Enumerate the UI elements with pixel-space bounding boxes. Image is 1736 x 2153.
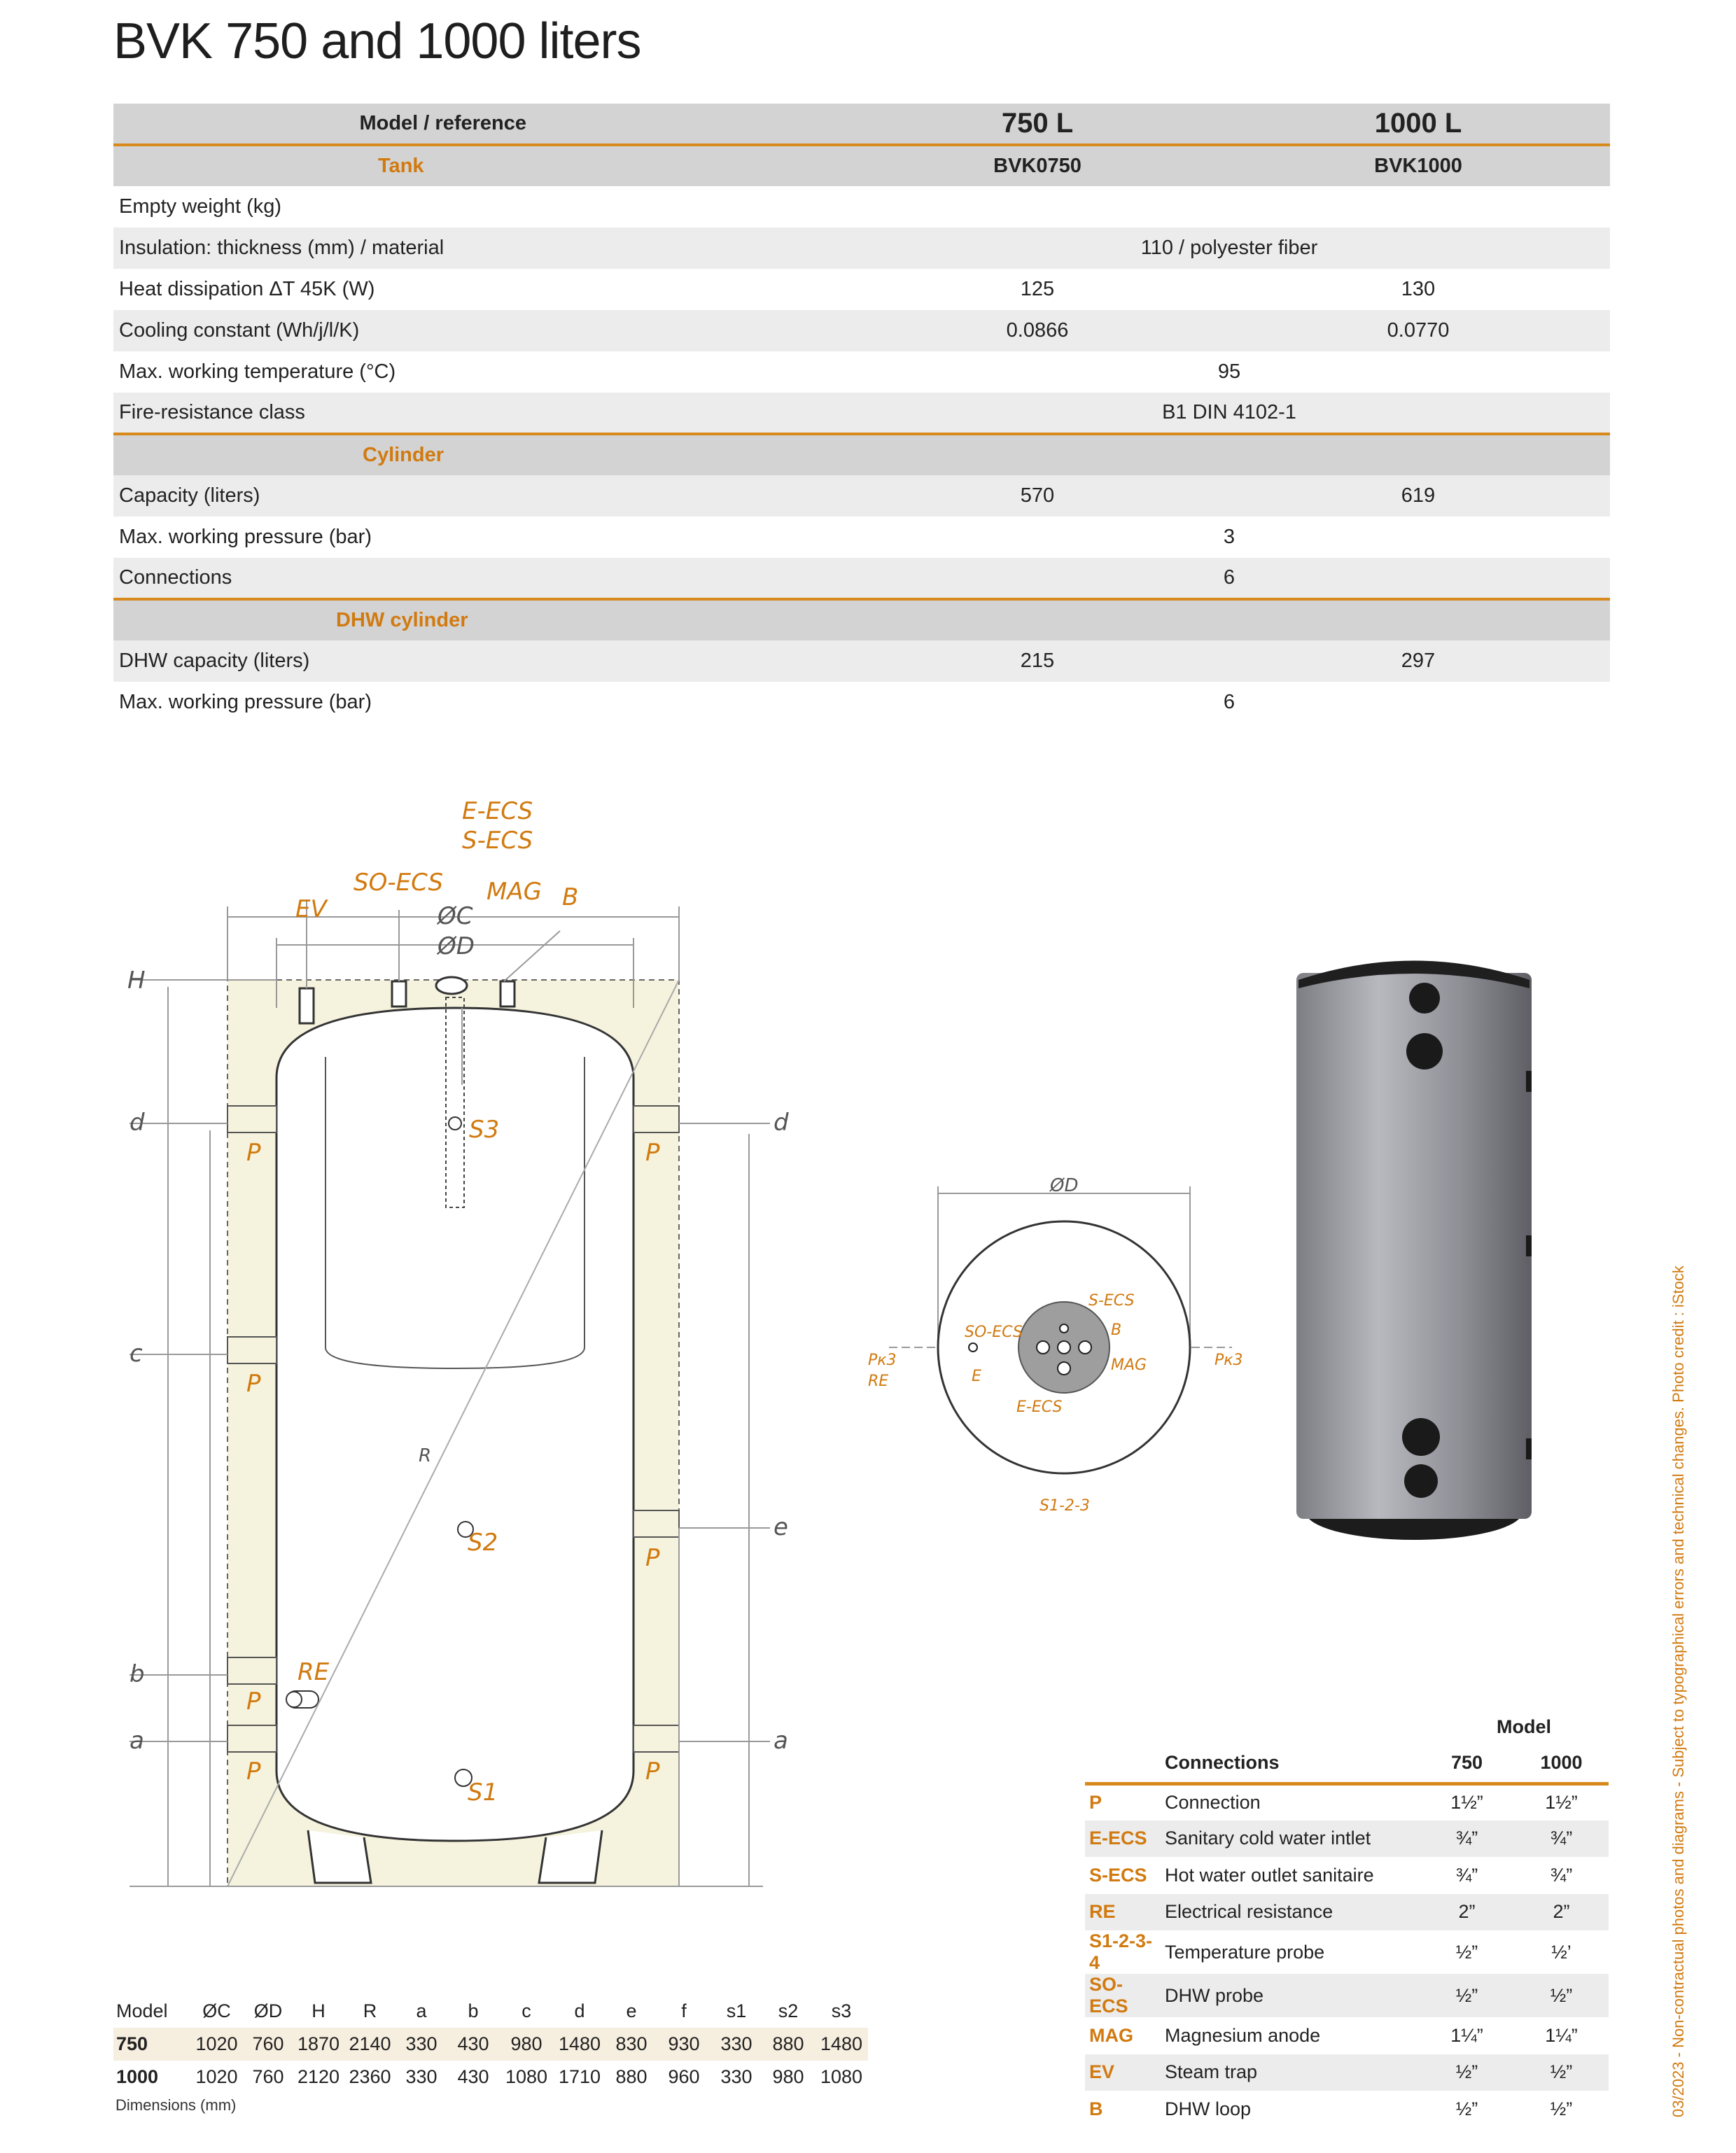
- dim-cell: 430: [457, 2066, 489, 2087]
- connection-desc: DHW loop: [1165, 2098, 1252, 2119]
- label-s-ecs: S-ECS: [462, 827, 533, 855]
- spec-row-label: Max. working temperature (°C): [113, 351, 848, 393]
- dim-cell: 330: [396, 2028, 447, 2061]
- connection-row: [1085, 1930, 1609, 1974]
- spec-row-value: 110 / polyester fiber: [848, 227, 1610, 269]
- top-label-re: RE: [868, 1373, 889, 1390]
- spec-row-label: Fire-resistance class: [113, 393, 848, 434]
- top-view-diagram: [861, 1169, 1253, 1533]
- spec-row: [113, 227, 1610, 269]
- model-reference-label: Model / reference: [113, 104, 848, 145]
- label-oc: ØC: [438, 902, 473, 930]
- connections-header-row: [1085, 1744, 1609, 1783]
- connection-750: ½”: [1420, 1974, 1514, 2017]
- connections-table: [1085, 1744, 1609, 2128]
- label-e-ecs: E-ECS: [462, 797, 533, 825]
- connection-1000: 1¼”: [1545, 2024, 1578, 2046]
- label-s2: S2: [468, 1529, 498, 1557]
- dim-header: f: [681, 2000, 687, 2021]
- ref-750: BVK0750: [848, 145, 1226, 186]
- dim-header: b: [468, 2000, 479, 2021]
- label-r: R: [419, 1445, 432, 1466]
- label-h: H: [127, 967, 146, 995]
- connection-code: B: [1089, 2098, 1103, 2119]
- connection-desc: Sanitary cold water intlet: [1161, 1821, 1420, 1858]
- connection-desc: DHW probe: [1161, 1974, 1420, 2017]
- connection-1000: ½”: [1550, 2098, 1573, 2119]
- connection-row: [1085, 1783, 1609, 1821]
- connection-desc: Electrical resistance: [1161, 1894, 1420, 1931]
- dim-cell: 330: [405, 2066, 438, 2087]
- dim-cell: 960: [668, 2066, 700, 2087]
- spec-row: [113, 269, 1610, 310]
- spec-row: [113, 351, 1610, 393]
- spec-row-value-1000: 0.0770: [1226, 310, 1610, 351]
- connection-row: [1085, 1857, 1609, 1894]
- connection-row: [1085, 2091, 1609, 2128]
- top-label-pk3-left: Pк3: [868, 1352, 897, 1369]
- dim-header: a: [416, 2000, 427, 2021]
- connection-750: ½”: [1420, 2054, 1514, 2091]
- dim-cell: 750: [113, 2028, 190, 2061]
- spec-row-value-1000: 297: [1226, 640, 1610, 682]
- label-p: P: [246, 1688, 261, 1716]
- connection-750: ¾”: [1455, 1864, 1478, 1886]
- dim-cell: 1710: [558, 2066, 601, 2087]
- label-d-left: d: [130, 1109, 145, 1137]
- spec-row-value: 6: [848, 558, 1610, 599]
- spec-row-label: Empty weight (kg): [113, 186, 848, 227]
- connections-header-label: Connections: [1161, 1744, 1420, 1783]
- dim-header: d: [574, 2000, 585, 2021]
- dim-cell: 830: [606, 2028, 657, 2061]
- connection-code: MAG: [1089, 2024, 1133, 2046]
- label-mag: MAG: [486, 878, 542, 906]
- cylinder-section-row: [113, 434, 1610, 475]
- spec-row-value-750: 0.0866: [848, 310, 1226, 351]
- dim-cell: 2120: [297, 2066, 340, 2087]
- label-a-left: a: [130, 1727, 144, 1755]
- ev-nozzle: [300, 988, 314, 1023]
- dimensions-row: [113, 2061, 868, 2094]
- top-label-od: ØD: [1050, 1175, 1079, 1196]
- product-photo: [1281, 945, 1547, 1589]
- spec-row-label: DHW capacity (liters): [113, 640, 848, 682]
- dhw-section-label: DHW cylinder: [336, 609, 468, 631]
- top-label-b: B: [1111, 1321, 1122, 1339]
- spec-row-value-750: 125: [848, 269, 1226, 310]
- spec-row: [113, 186, 1610, 227]
- dim-cell: 1080: [820, 2066, 863, 2087]
- dim-header: R: [363, 2000, 377, 2021]
- connection-1000: 1½”: [1545, 1792, 1578, 1813]
- leg-right: [539, 1830, 602, 1883]
- connection-code: P: [1089, 1792, 1102, 1813]
- dim-header: Model: [116, 2000, 168, 2021]
- spec-row-label: Max. working pressure (bar): [113, 682, 848, 723]
- label-ev: EV: [295, 895, 327, 923]
- spec-row-value: 95: [848, 351, 1610, 393]
- label-p: P: [645, 1544, 660, 1572]
- dim-cell: 880: [762, 2028, 815, 2061]
- top-label-s-ecs: S-ECS: [1088, 1292, 1135, 1310]
- top-label-s123: S1-2-3: [1040, 1497, 1090, 1515]
- connection-1000: ½’: [1551, 1941, 1572, 1963]
- dim-cell: 760: [243, 2028, 293, 2061]
- spec-row-value-750: 570: [848, 475, 1226, 517]
- top-label-mag: MAG: [1111, 1356, 1147, 1374]
- connection-1000: ½”: [1514, 1974, 1609, 2017]
- connection-1000: ¾”: [1550, 1864, 1573, 1886]
- dim-cell: 1000: [116, 2066, 159, 2087]
- label-so-ecs: SO-ECS: [354, 869, 444, 897]
- connection-1000: 2”: [1514, 1894, 1609, 1931]
- ref-1000: BVK1000: [1226, 145, 1610, 186]
- spec-row: [113, 475, 1610, 517]
- dim-cell: 2360: [349, 2066, 391, 2087]
- dim-cell: 430: [447, 2028, 500, 2061]
- b-nozzle: [500, 981, 514, 1007]
- label-s1: S1: [468, 1779, 498, 1807]
- connection-row: [1085, 1821, 1609, 1858]
- connection-row: [1085, 1894, 1609, 1931]
- label-p: P: [246, 1370, 261, 1398]
- tank-section-row: [113, 145, 1610, 186]
- col-750-label: 750 L: [848, 104, 1226, 145]
- dim-cell: 980: [500, 2028, 553, 2061]
- label-re: RE: [298, 1658, 330, 1686]
- connection-1000: ½”: [1514, 2054, 1609, 2091]
- dim-cell: 930: [657, 2028, 711, 2061]
- page-title: BVK 750 and 1000 liters: [113, 13, 641, 69]
- spec-row: [113, 640, 1610, 682]
- dimensions-row: [113, 2028, 868, 2061]
- spec-row-value: 3: [848, 517, 1610, 558]
- label-a-right: a: [774, 1727, 788, 1755]
- spec-row-value-1000: 619: [1226, 475, 1610, 517]
- label-p: P: [645, 1758, 660, 1786]
- connections-header-1000: 1000: [1514, 1744, 1609, 1783]
- tank-section-diagram: [98, 777, 798, 1897]
- spec-row: [113, 517, 1610, 558]
- spec-row-value: B1 DIN 4102-1: [848, 393, 1610, 434]
- connection-code: EV: [1085, 2054, 1161, 2091]
- connection-code: S-ECS: [1089, 1864, 1147, 1886]
- connection-row: [1085, 2054, 1609, 2091]
- label-d-right: d: [774, 1109, 789, 1137]
- dim-header: e: [626, 2000, 637, 2021]
- dim-cell: 880: [615, 2066, 648, 2087]
- dim-cell: 760: [252, 2066, 284, 2087]
- label-p: P: [246, 1139, 261, 1167]
- dim-header: ØC: [202, 2000, 231, 2021]
- label-b-dim: b: [130, 1660, 145, 1688]
- connection-750: 2”: [1420, 1894, 1514, 1931]
- label-od: ØD: [438, 932, 475, 960]
- dimensions-table: [113, 1995, 868, 2094]
- dim-cell: 330: [711, 2028, 762, 2061]
- spec-row-value-1000: 130: [1226, 269, 1610, 310]
- dim-cell: 2140: [344, 2028, 396, 2061]
- spec-header-row: [113, 104, 1610, 145]
- connection-750: ¾”: [1420, 1821, 1514, 1858]
- label-e: e: [774, 1513, 788, 1541]
- connection-desc: Hot water outlet sanitaire: [1165, 1864, 1374, 1886]
- leg-left: [308, 1830, 371, 1883]
- spec-row-label: Cooling constant (Wh/j/l/K): [113, 310, 848, 351]
- connection-750: ½”: [1455, 2098, 1478, 2119]
- connection-code: E-ECS: [1085, 1821, 1161, 1858]
- connection-desc: Steam trap: [1161, 2054, 1420, 2091]
- spec-row: [113, 682, 1610, 723]
- dim-header: ØD: [253, 2000, 283, 2021]
- dim-header: H: [312, 2000, 326, 2021]
- label-b: B: [562, 883, 579, 911]
- dim-cell: 1870: [293, 2028, 344, 2061]
- label-p: P: [645, 1139, 660, 1167]
- spec-row-label: Capacity (liters): [113, 475, 848, 517]
- label-p: P: [246, 1758, 261, 1786]
- tank-section-label: Tank: [378, 155, 424, 177]
- top-label-e-ecs: E-ECS: [1016, 1398, 1063, 1416]
- spec-row-label: Insulation: thickness (mm) / material: [113, 227, 848, 269]
- vessel-body: [276, 1008, 634, 1841]
- spec-row: [113, 558, 1610, 599]
- dimensions-header-row: [113, 1995, 868, 2028]
- dim-cell: 1480: [815, 2028, 868, 2061]
- s3-probe: [449, 1117, 461, 1130]
- spec-row-label: Connections: [113, 558, 848, 599]
- dhw-section-row: [113, 599, 1610, 640]
- connection-750: 1¼”: [1450, 2024, 1483, 2046]
- spec-table: [113, 104, 1610, 723]
- dim-cell: 1080: [505, 2066, 548, 2087]
- dim-cell: 330: [720, 2066, 752, 2087]
- dim-cell: 980: [772, 2066, 804, 2087]
- label-s3: S3: [469, 1116, 500, 1144]
- cylinder-section-label: Cylinder: [363, 444, 444, 466]
- dim-header: s2: [778, 2000, 799, 2021]
- top-label-e: E: [972, 1368, 981, 1385]
- connection-desc: Temperature probe: [1165, 1941, 1325, 1963]
- dim-header: s3: [831, 2000, 852, 2021]
- connection-row: [1085, 1974, 1609, 2017]
- spec-row-value: 6: [848, 682, 1610, 723]
- spec-row-label: Max. working pressure (bar): [113, 517, 848, 558]
- connection-desc: Connection: [1165, 1792, 1261, 1813]
- connection-code: SO-ECS: [1085, 1974, 1161, 2017]
- dim-header: s1: [726, 2000, 747, 2021]
- dim-cell: 1020: [195, 2066, 238, 2087]
- dim-cell: 1480: [553, 2028, 606, 2061]
- top-label-so-ecs: SO-ECS: [965, 1324, 1023, 1341]
- connection-1000: ¾”: [1514, 1821, 1609, 1858]
- ecs-nozzle: [436, 977, 467, 994]
- spec-row: [113, 310, 1610, 351]
- label-c: c: [130, 1340, 143, 1368]
- so-ecs-nozzle: [392, 981, 406, 1007]
- connection-row: [1085, 2017, 1609, 2054]
- top-label-pk3-right: Pк3: [1214, 1352, 1243, 1369]
- spec-row-value-750: 215: [848, 640, 1226, 682]
- connection-desc: Magnesium anode: [1165, 2024, 1321, 2046]
- dimensions-note: Dimensions (mm): [115, 2096, 237, 2114]
- connections-model-label: Model: [1497, 1716, 1551, 1737]
- dim-cell: 1020: [190, 2028, 243, 2061]
- dim-header: c: [522, 2000, 531, 2021]
- connection-code: S1-2-3-4: [1089, 1930, 1153, 1973]
- connection-750: 1½”: [1450, 1792, 1483, 1813]
- connection-750: ½”: [1455, 1941, 1478, 1963]
- col-1000-label: 1000 L: [1226, 104, 1610, 145]
- side-disclaimer: 03/2023 - Non-contractual photos and diagrams - Subject to typographical errors and technical changes. Photo credit : iStock: [1670, 1265, 1687, 2117]
- spec-row: [113, 393, 1610, 434]
- connection-code: RE: [1085, 1894, 1161, 1931]
- spec-row-label: Heat dissipation ΔT 45K (W): [113, 269, 848, 310]
- connections-header-750: 750: [1420, 1744, 1514, 1783]
